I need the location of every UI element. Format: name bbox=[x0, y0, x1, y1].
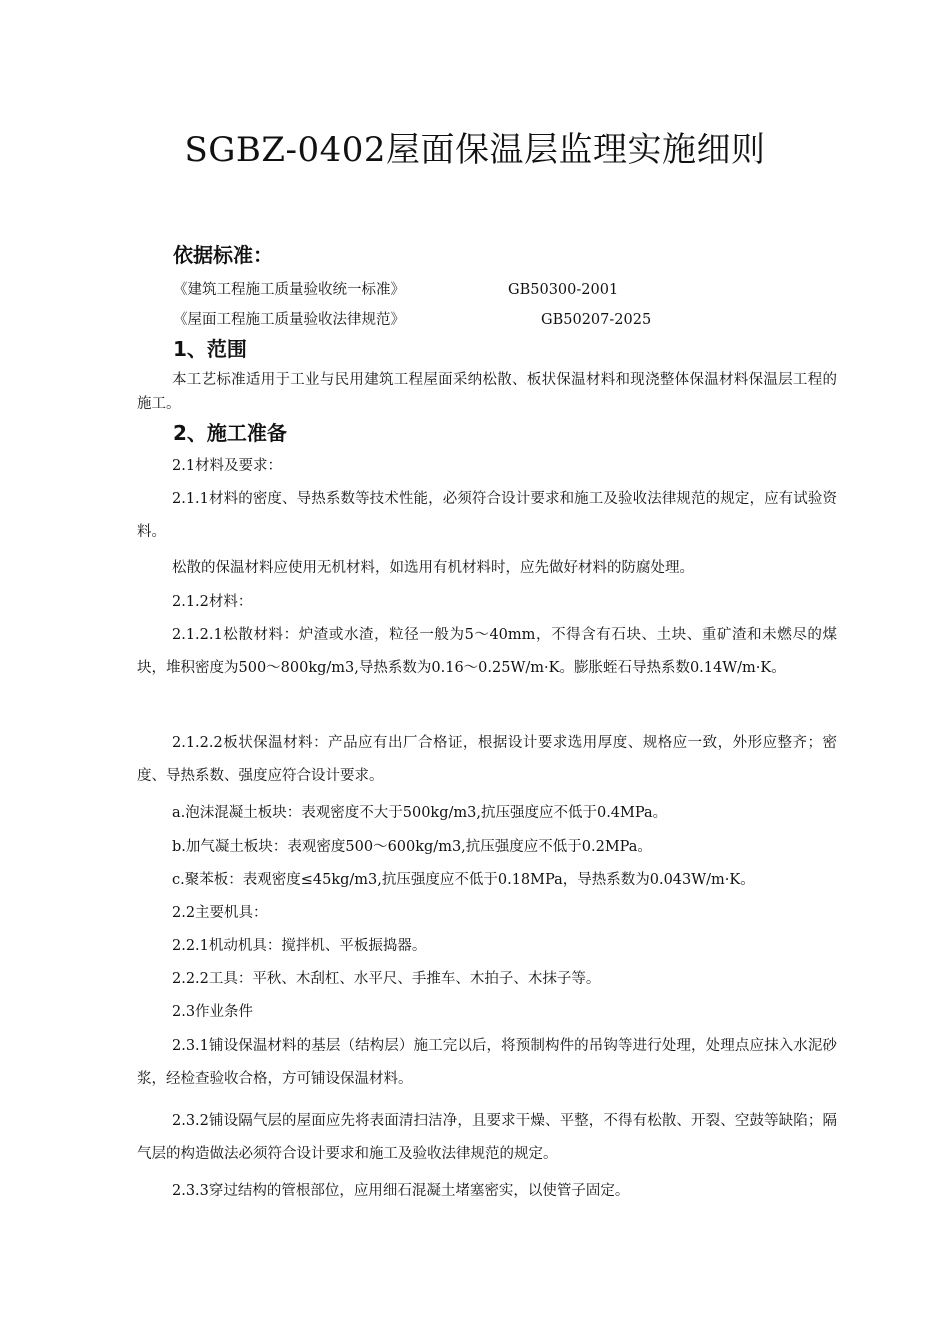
paragraph: b.加气凝土板块：表观密度500～600kg/m3,抗压强度应不低于0.2MPa。 bbox=[172, 839, 652, 855]
paragraph: a.泡沫混凝土板块：表观密度不大于500kg/m3,抗压强度应不低于0.4MPa。 bbox=[172, 805, 668, 821]
document-title: SGBZ-0402屋面保温层监理实施细则 bbox=[184, 130, 766, 170]
paragraph: 本工艺标准适用于工业与民用建筑工程屋面采纳松散、板状保温材料和现浇整体保温材料保温层工程的施工。 bbox=[137, 372, 837, 412]
paragraph: 2.3作业条件 bbox=[172, 1004, 254, 1020]
paragraph: 2.1.2材料： bbox=[172, 594, 253, 610]
paragraph: 松散的保温材料应使用无机材料，如选用有机材料时，应先做好材料的防腐处理。 bbox=[172, 560, 694, 576]
paragraph: 2.2.1机动机具：搅拌机、平板振捣器。 bbox=[172, 938, 427, 954]
paragraph: 2.1.2.1松散材料：炉渣或水渣，粒径一般为5～40mm，不得含有石块、土块、重矿渣和未燃尽的煤块，堆积密度为500～800kg/m3,导热系数为0.16～0.25W/m·K。膨胀蛭石导热系数0.14W/m·K。 bbox=[137, 627, 837, 676]
paragraph: 2.3.1铺设保温材料的基层（结构层）施工完以后，将预制构件的吊钩等进行处理，处理点应抹入水泥砂浆，经检查验收合格，方可铺设保温材料。 bbox=[137, 1038, 837, 1087]
paragraph: 2.3.3穿过结构的管根部位，应用细石混凝土堵塞密实，以使管子固定。 bbox=[172, 1183, 630, 1199]
paragraph: 2.2.2工具：平秋、木刮杠、水平尺、手推车、木拍子、木抹子等。 bbox=[172, 971, 601, 987]
section-heading: 1、范围 bbox=[173, 337, 247, 361]
paragraph: 2.2主要机具： bbox=[172, 905, 268, 921]
section-heading: 2、施工准备 bbox=[173, 421, 287, 445]
standard-code: GB50300-2001 bbox=[508, 282, 619, 298]
paragraph: 2.3.2铺设隔气层的屋面应先将表面清扫洁净，且要求干燥、平整，不得有松散、开裂、空鼓等缺陷；隔气层的构造做法必须符合设计要求和施工及验收法律规范的规定。 bbox=[137, 1113, 837, 1162]
paragraph: 2.1材料及要求： bbox=[172, 458, 283, 474]
standard-code: GB50207-2025 bbox=[541, 312, 652, 328]
paragraph: c.聚苯板：表观密度≤45kg/m3,抗压强度应不低于0.18MPa，导热系数为0.043W/m·K。 bbox=[172, 872, 755, 888]
paragraph: 2.1.2.2板状保温材料：产品应有出厂合格证，根据设计要求选用厚度、规格应一致，外形应整齐；密度、导热系数、强度应符合设计要求。 bbox=[137, 735, 837, 784]
standard-name: 《建筑工程施工质量验收统一标准》 bbox=[173, 282, 405, 298]
basis-heading: 依据标准： bbox=[173, 243, 273, 267]
standard-name: 《屋面工程施工质量验收法律规范》 bbox=[173, 312, 405, 328]
paragraph: 2.1.1材料的密度、导热系数等技术性能，必须符合设计要求和施工及验收法律规范的规定，应有试验资料。 bbox=[137, 491, 837, 540]
